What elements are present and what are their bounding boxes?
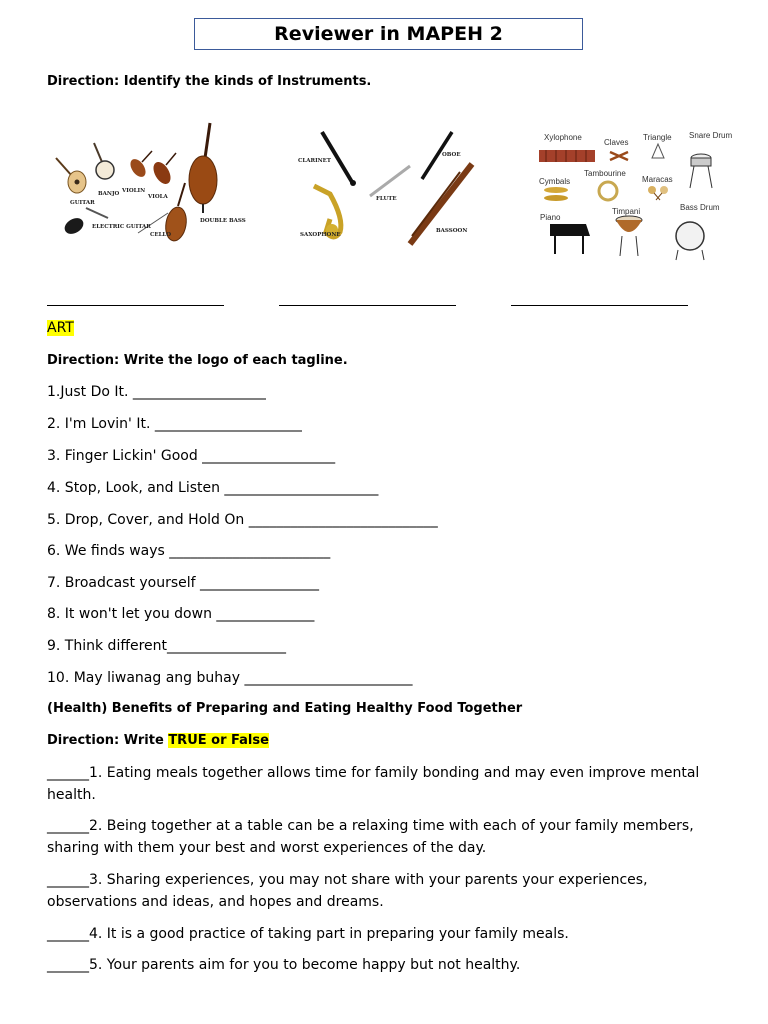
- health-item-1: ______1. Eating meals together allows time for family bonding and may even improve mental health.: [47, 765, 700, 803]
- label-timpani: Timpani: [612, 207, 641, 216]
- tambourine-icon: [599, 182, 617, 200]
- cymbals-icon: [544, 187, 568, 201]
- woodwind-instruments-image: [292, 124, 477, 252]
- label-bass-drum: Bass Drum: [680, 203, 720, 212]
- xylophone-icon: [539, 150, 595, 162]
- label-tambourine: Tambourine: [584, 169, 626, 178]
- electric-guitar-icon: [62, 208, 108, 237]
- snare-drum-icon: [690, 154, 712, 188]
- triangle-icon: [652, 144, 664, 158]
- string-instruments-image: [50, 118, 246, 248]
- label-triangle: Triangle: [643, 133, 672, 142]
- label-claves: Claves: [604, 138, 629, 147]
- label-electric-guitar: ELECTRIC GUITAR: [92, 224, 151, 230]
- label-maracas: Maracas: [642, 175, 673, 184]
- label-violin: VIOLIN: [122, 188, 146, 194]
- health-item-3: ______3. Sharing experiences, you may not share with your parents your experiences, observations and ideas, and hopes and dreams.: [47, 872, 648, 910]
- maracas-icon: [648, 186, 668, 200]
- health-item-4: ______4. It is a good practice of taking part in preparing your family meals.: [47, 926, 569, 942]
- saxophone-icon: [314, 186, 341, 237]
- answer-blank-strings[interactable]: [47, 305, 224, 306]
- label-banjo: BANJO: [98, 191, 120, 197]
- guitar-icon: [56, 158, 86, 193]
- timpani-icon: [616, 216, 642, 256]
- label-bassoon: BASSOON: [436, 228, 468, 234]
- answer-blank-percussion[interactable]: [511, 305, 688, 306]
- label-guitar: GUITAR: [70, 200, 95, 206]
- label-viola: VIOLA: [148, 194, 168, 200]
- piano-icon: [550, 224, 590, 254]
- viola-icon: [150, 153, 176, 187]
- health-heading: (Health) Benefits of Preparing and Eating Healthy Food Together: [47, 701, 523, 716]
- claves-icon: [610, 152, 628, 160]
- health-direction: Direction: Write TRUE or False: [47, 733, 269, 748]
- art-heading: ART: [47, 320, 74, 336]
- art-item-3: 3. Finger Lickin' Good ___________________: [47, 448, 336, 464]
- banjo-icon: [94, 143, 114, 179]
- health-item-5: ______5. Your parents aim for you to become happy but not healthy.: [47, 957, 521, 973]
- art-item-9: 9. Think different_________________: [47, 638, 287, 654]
- double-bass-icon: [189, 123, 217, 213]
- flute-icon: [370, 166, 410, 196]
- label-cymbals: Cymbals: [539, 177, 571, 186]
- art-item-5: 5. Drop, Cover, and Hold On ___________________________: [47, 512, 438, 528]
- label-piano: Piano: [540, 213, 561, 222]
- label-saxophone: SAXOPHONE: [300, 232, 341, 238]
- art-item-8: 8. It won't let you down ______________: [47, 606, 315, 622]
- art-item-6: 6. We finds ways _______________________: [47, 543, 331, 559]
- label-clarinet: CLARINET: [298, 158, 331, 164]
- art-item-7: 7. Broadcast yourself _________________: [47, 575, 320, 591]
- bass-drum-icon: [676, 222, 704, 260]
- label-xylophone: Xylophone: [544, 133, 582, 142]
- art-item-10: 10. May liwanag ang buhay ________________________: [47, 670, 413, 686]
- health-direction-highlight: TRUE or False: [168, 733, 269, 748]
- label-double-bass: DOUBLE BASS: [200, 218, 246, 224]
- document-title: Reviewer in MAPEH 2: [194, 18, 583, 50]
- percussion-instruments-image: [536, 128, 733, 263]
- music-direction: Direction: Identify the kinds of Instruments.: [47, 74, 372, 89]
- violin-icon: [127, 151, 152, 180]
- art-item-1: 1.Just Do It. ___________________: [47, 384, 266, 400]
- label-snare-drum: Snare Drum: [689, 131, 733, 140]
- answer-blank-woodwinds[interactable]: [279, 305, 456, 306]
- label-flute: FLUTE: [376, 196, 397, 202]
- health-item-2: ______2. Being together at a table can be a relaxing time with each of your family members, sharing with them your best and worst experiences of the day.: [47, 818, 694, 856]
- label-oboe: OBOE: [442, 152, 461, 158]
- art-item-4: 4. Stop, Look, and Listen ______________________: [47, 480, 379, 496]
- art-item-2: 2. I'm Lovin' It. _____________________: [47, 416, 302, 432]
- label-cello: CELLO: [150, 232, 172, 238]
- art-direction: Direction: Write the logo of each tagline.: [47, 353, 348, 368]
